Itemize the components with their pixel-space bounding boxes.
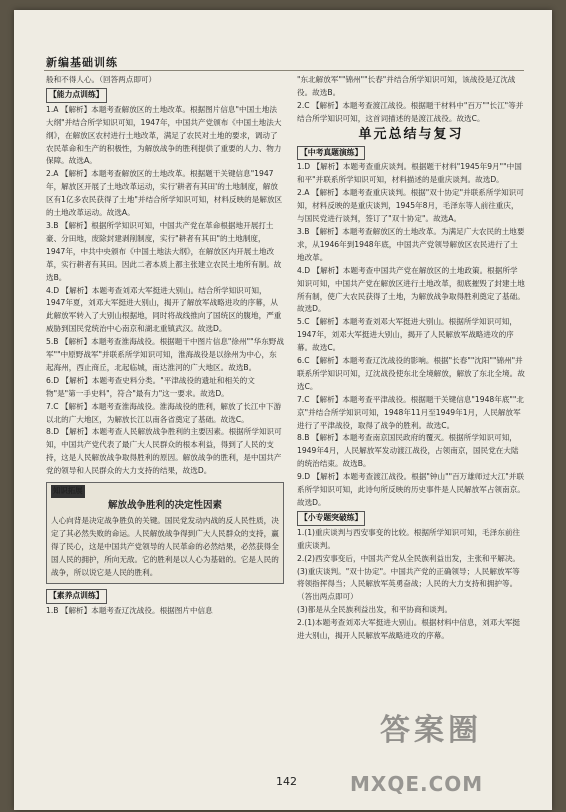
header-title: 新编基础训练 [46, 56, 118, 69]
answer-item: 4.D 【解析】本题考查中国共产党在解放区的土地政策。根据所学知识可知，中国共产党在解放区进行土地改革，彻底摧毁了封建土地所有制，使广大农民获得了土地，为解放战争取得胜利奠定了基础。故选D。 [297, 265, 525, 314]
intro-text: 般和不得人心。（回答两点即可） [46, 75, 157, 84]
right-column [297, 74, 525, 643]
topic-item: 2.(2)西安事变后，中国共产党从全民族利益出发，主张和平解决。 [297, 553, 521, 563]
answer-item: 3.B 【解析】根据所学知识可知，中国共产党在革命根据地开展打土豪、分田地，废除封建剥削制度，实行"耕者有其田"的土地制度，1947年，中共中央颁布《中国土地法大纲》，在解放区内开展土地改革，实行耕者有其田。因此二者本质上都主张建立农民土地所有制。故选B。 [46, 220, 282, 282]
section-literacy-heading: 【素养点训练】 [46, 589, 107, 604]
topic-item: (3)重庆谈判。"双十协定"。中国共产党的正确领导；人民解放军等将领指挥得当；人民解放军英勇奋战；人民的大力支持和拥护等。（答出两点即可） [297, 566, 520, 602]
answer-item: 3.B 【解析】本题考查解放区的土地改革。为满足广大农民的土地要求，从1946年到1948年底，中国共产党领导解放区农民进行了土地改革。 [297, 226, 525, 262]
page-number: 142 [276, 775, 297, 788]
page [14, 10, 552, 810]
answer-item: 4.D 【解析】本题考查刘邓大军挺进大别山。结合所学知识可知，1947年夏，刘邓大军挺进大别山，揭开了解放军战略进攻的序幕，从此解放军转入了大别山根据地，同时将战线推向了国统区的腹地，严重威胁到国民党统治中心南京和湖北重镇武汉。故选D。 [46, 285, 282, 334]
answer-item: 5.C 【解析】本题考查刘邓大军挺进大别山。根据所学知识可知，1947年，刘邓大军挺进大别山，揭开了人民解放军战略进攻的序幕。故选C。 [297, 317, 517, 353]
answer-item: 6.C 【解析】本题考查辽沈战役的影响。根据"长春""沈阳""锦州"并联系所学知识可知，辽沈战役使东北全境解放，解放了东北全境。故选C。 [297, 356, 525, 391]
topic-item: 2.(1)本题考查刘邓大军挺进大别山。根据材料中信息，刘邓大军挺进大别山，揭开人民解放军战略进攻的序幕。 [297, 618, 521, 641]
unit-title: 单元总结与复习 [358, 126, 464, 142]
answer-item: 8.B 【解析】本题考查南京国民政府的覆灭。根据所学知识可知，1949年4月，人民解放军发动渡江战役，占领南京，国民党在大陆的统治结束。故选B。 [297, 433, 519, 469]
watermark-logo: 答案圈 [380, 713, 482, 748]
section-ability-heading: 【能力点训练】 [46, 88, 107, 103]
answer-item: 8.D 【解析】本题考查人民解放战争胜利的主要因素。根据所学知识可知，中国共产党代表了最广大人民群众的根本利益，得到了人民的支持，这是人民解放战争取得胜利的原因。解放战争的胜利，是中国共产党的领导和人民群众的大力支持的结果，故选D。 [46, 427, 282, 476]
knowledge-box-label: 知识拓展 [51, 485, 85, 498]
topic-item: 1.(1)重庆谈判与西安事变的比较。根据所学知识可知，毛泽东前往重庆谈判。 [297, 527, 521, 550]
watermark-url: MXQE.COM [350, 772, 484, 796]
answer-item: 2.C 【解析】本题考查渡江战役。根据题干材料中"百万""长江"等并结合所学知识可知，这首词描述的是渡江战役。故选C。 [297, 100, 524, 123]
section-topic-heading: 【小专题突破练】 [297, 511, 365, 526]
answer-item: "东北解放军""锦州""长春"并结合所学知识可知，该战役是辽沈战役。故选B。 [297, 75, 516, 97]
topic-item: (3)都是从全民族利益出发，和平协商和谈判。 [297, 605, 453, 615]
answer-item: 2.A 【解析】本题考查解放区的土地改革。根据题干关键信息"1947年，解放区开展了土地改革运动，实行'耕者有其田'的土地制度，解放区有1亿多农民获得了土地"并结合所学知识可知，材料反映的是解放区的土地改革运动。故选A。 [46, 169, 283, 218]
left-column [46, 74, 284, 618]
knowledge-box-title: 解放战争胜利的决定性因素 [107, 500, 222, 511]
answer-item: 2.A 【解析】本题考查重庆谈判。根据"双十协定"并联系所学知识可知，材料反映的是重庆谈判，1945年8月，毛泽东等人前往重庆，与国民党进行谈判，签订了"双十协定"。故选A。 [297, 188, 524, 224]
answer-item: 7.C 【解析】本题考查淮海战役。淮海战役的胜利，解放了长江中下游以北的广大地区，为解放长江以南各省奠定了基础。故选C。 [46, 401, 282, 424]
answer-item: 9.D 【解析】本题考查渡江战役。根据"钟山""百万雄师过大江"并联系所学知识可知，此诗句所反映的历史事件是人民解放军占领南京。故选D。 [297, 472, 525, 507]
answer-item: 1.B 【解析】本题考查辽沈战役。根据图片中信息 [46, 606, 213, 616]
answer-item: 6.D 【解析】本题考查史料分类。"平津战役的遗址和相关的文物"是"第一手史料"，符合"最有力"这一要求。故选D。 [46, 375, 255, 398]
section-exam-heading: 【中考真题演练】 [297, 146, 365, 161]
knowledge-box [46, 482, 284, 584]
header-divider [44, 70, 524, 71]
knowledge-box-text: 人心向背是决定战争胜负的关键。国民党发动内战的反人民性质，决定了其必然失败的命运。人民解放战争得到广大人民群众的支持，赢得了民心，这是中国共产党领导的人民革命的必然结果，必然获得全国人民的拥护，所向无敌。它的胜利是以人心为基础的。它是人民的战争，所以说它是人民的胜利。 [51, 515, 279, 577]
answer-item: 7.C 【解析】本题考查平津战役。根据题干关键信息"1948年底""北京"并结合所学知识可知，1948年11月至1949年1月，人民解放军进行了平津战役，取得了战争的胜利。故选C。 [297, 394, 525, 430]
answer-item: 1.A 【解析】本题考查解放区的土地改革。根据图片信息"中国土地法大纲"并结合所学知识可知，1947年，中国共产党颁布《中国土地法大纲》，在解放区农村进行土地改革，满足了农民对土地的要求，调动了农民革命和生产的积极性，为解放战争的胜利提供了重要的人力、物力保障。故选A。 [46, 104, 282, 166]
answer-item: 1.D 【解析】本题考查重庆谈判。根据题干材料"1945年9月""中国和平"并联系所学知识可知，材料描述的是重庆谈判。故选D。 [297, 162, 522, 185]
answer-item: 5.B 【解析】本题考查淮海战役。根据题干中图片信息"徐州""华东野战军""中原野战军"并联系所学知识可知，淮海战役是以徐州为中心，东起海州，西止商丘，北起临城，南达淮河的广大地区。故选B。 [46, 337, 284, 372]
